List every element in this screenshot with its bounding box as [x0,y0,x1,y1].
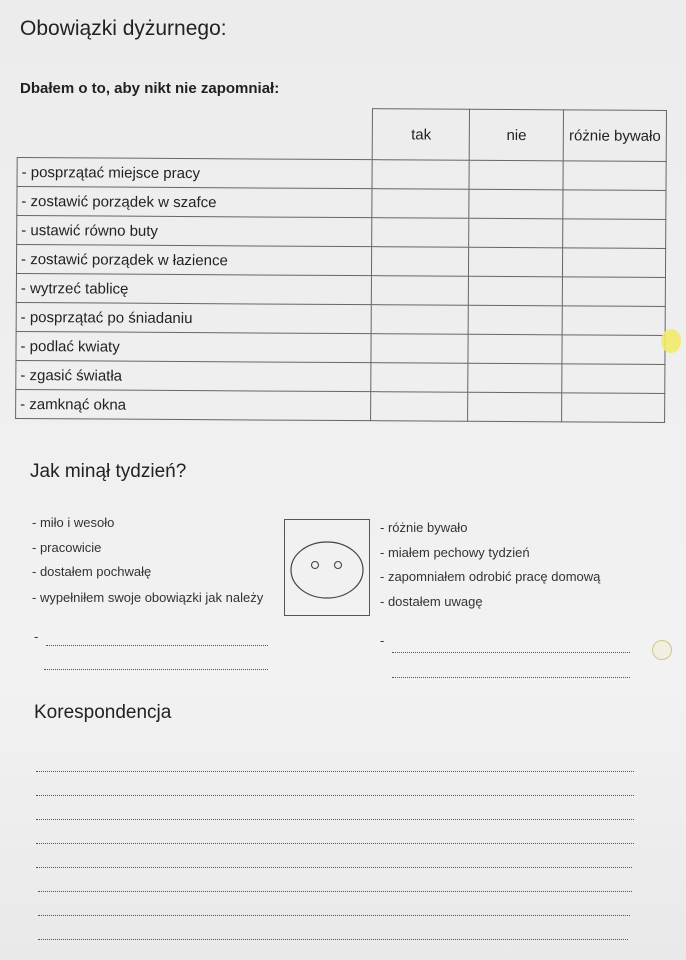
table-row [16,389,665,422]
checkbox-cell-tak[interactable] [372,305,469,335]
list-item: - wypełniłem swoje obowiązki jak należy [32,589,264,605]
checkbox-cell-roznie[interactable] [562,364,665,394]
checkbox-cell-nie[interactable] [469,218,563,248]
checkbox-cell-tak[interactable] [371,392,468,422]
table-header-blank [17,107,373,160]
checkbox-cell-roznie[interactable] [563,161,666,191]
week-right-list [380,516,670,614]
list-item: - dostałem uwagę [380,593,483,609]
table-header-nie: nie [469,109,563,161]
table-row [17,216,666,249]
table-row [16,331,665,364]
blank-line-right-1[interactable] [392,652,630,653]
checkbox-cell-nie[interactable] [468,392,562,422]
writing-line-1[interactable] [36,771,634,772]
writing-line-6[interactable] [38,891,632,892]
checkbox-cell-nie[interactable] [468,334,562,364]
table-header-row [17,107,666,162]
section-subtitle: Dbałem o to, aby nikt nie zapomniał: [20,80,280,97]
table-header-tak: tak [373,109,470,161]
blank-dash-right: - [380,633,385,648]
writing-line-3[interactable] [36,819,634,820]
round-sticker [652,640,672,660]
checkbox-cell-nie[interactable] [468,305,562,335]
task-label: - podlać kwiaty [16,331,372,362]
checkbox-cell-nie[interactable] [469,247,563,277]
checkbox-cell-tak[interactable] [372,189,469,219]
list-item: - miło i wesoło [32,515,115,530]
task-label: - zgasić światła [16,360,372,391]
week-left-list [32,511,272,606]
checkbox-cell-tak[interactable] [372,247,469,277]
checkbox-cell-roznie[interactable] [562,393,665,423]
table-row [17,187,666,220]
writing-line-8[interactable] [38,939,628,940]
checkbox-cell-tak[interactable] [372,218,469,248]
task-label: - zostawić porządek w łazience [16,245,372,276]
list-item: - pracowicie [32,539,102,555]
table-row [17,158,666,191]
list-item: - dostałem pochwałę [32,564,152,579]
page-title: Obowiązki dyżurnego: [20,17,227,40]
checkbox-cell-roznie[interactable] [562,335,665,365]
week-heading: Jak minął tydzień? [30,461,187,482]
checkbox-cell-roznie[interactable] [562,306,665,336]
table-row [16,302,665,335]
blank-line-left-2[interactable] [44,669,268,670]
writing-line-5[interactable] [36,867,632,868]
task-label: - zamknąć okna [16,389,372,420]
blank-line-right-2[interactable] [392,677,630,678]
writing-line-2[interactable] [36,795,634,796]
checkbox-cell-nie[interactable] [469,189,563,219]
list-item: - miałem pechowy tydzień [380,544,530,560]
task-label: - ustawić równo buty [17,216,373,247]
checkbox-cell-roznie[interactable] [562,277,665,307]
checkbox-cell-tak[interactable] [372,160,469,190]
list-item: - zapomniałem odrobić pracę domową [380,569,601,584]
writing-line-4[interactable] [36,843,634,844]
checkbox-cell-tak[interactable] [372,276,469,306]
table-header-roznie: różnie bywało [563,110,666,162]
writing-line-7[interactable] [38,915,630,916]
task-label: - posprzątać po śniadaniu [16,302,372,333]
table-row [16,360,665,393]
checkbox-cell-tak[interactable] [371,363,468,393]
checkbox-cell-roznie[interactable] [563,248,666,278]
list-item: - różnie bywało [380,520,468,535]
checkbox-cell-roznie[interactable] [563,219,666,249]
checkbox-cell-roznie[interactable] [563,190,666,220]
blank-dash-left: - [34,629,39,644]
table-row [16,245,665,278]
table-row [16,273,665,306]
checkbox-cell-nie[interactable] [469,160,563,190]
yellow-mark [661,329,681,353]
task-label: - wytrzeć tablicę [16,273,372,304]
task-label: - posprzątać miejsce pracy [17,158,373,189]
checkbox-cell-nie[interactable] [468,363,562,393]
duty-checklist-table [15,106,667,423]
correspondence-heading: Korespondencja [34,702,172,723]
checkbox-cell-tak[interactable] [371,334,468,364]
task-label: - zostawić porządek w szafce [17,187,373,218]
checkbox-cell-nie[interactable] [469,276,563,306]
neutral-face-icon [285,520,369,615]
smiley-box [284,519,370,616]
blank-line-left-1[interactable] [46,645,268,646]
